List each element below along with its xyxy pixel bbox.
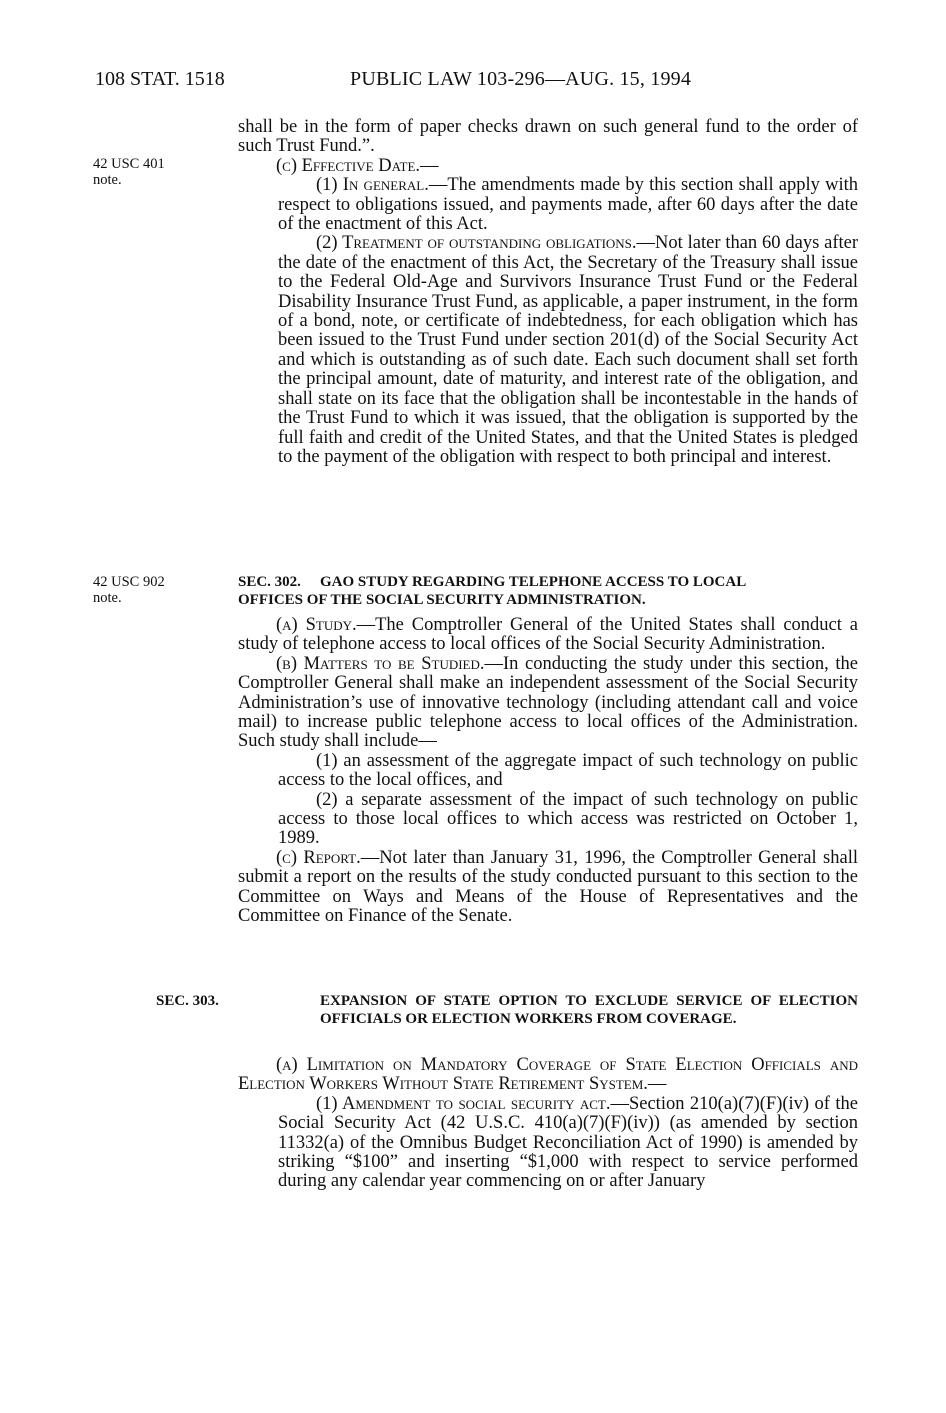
margin-note-902 — [93, 574, 165, 606]
section-302-body — [238, 616, 858, 927]
paragraph-b2: (2) a separate assessment of the impact of such technology on public access to those local offices to which access was restricted on October 1, 1989. — [278, 789, 858, 849]
stat-page-number: 108 STAT. 1518 — [95, 68, 225, 90]
margin-note-citation: 42 USC 401 — [93, 156, 165, 172]
section-303-heading — [156, 992, 858, 1028]
running-header — [95, 68, 855, 94]
section-title-line-1: GAO STUDY REGARDING TELEPHONE ACCESS TO LOCAL — [320, 574, 747, 590]
section-301-continuation — [238, 118, 858, 467]
margin-note-label: note. — [93, 172, 122, 188]
margin-note-citation: 42 USC 902 — [93, 574, 165, 590]
paragraph-b1: (1) an assessment of the aggregate impact of such technology on public access to the local offices, and — [278, 750, 858, 791]
subsection-heading: (b) Matters to be Studied. — [276, 653, 485, 674]
paragraph: shall be in the form of paper checks drawn on such general fund to the order of such Trust Fund.”. — [238, 117, 858, 157]
section-number: SEC. 302. — [238, 574, 301, 590]
public-law-citation: PUBLIC LAW 103-296—AUG. 15, 1994 — [350, 68, 692, 90]
subsection-b: (b) Matters to be Studied.—In conducting the study under this section, the Comptroller General shall make an independent assessment of the Social Security Administration’s use of innovative technology (including attendant call and voice mail) to increase public telephone access to local offices of the Administration. Such study shall include— — [238, 653, 858, 752]
subsection-c: (c) Report.—Not later than January 31, 1996, the Comptroller General shall submit a report on the results of the study conducted pursuant to this section to the Committee on Ways and Means of the House of Representatives and the Committee on Finance of the Senate. — [238, 847, 858, 927]
section-number: SEC. 303. — [156, 993, 219, 1009]
paragraph-heading: (1) Amendment to social security act. — [316, 1093, 611, 1114]
subsection-heading: (a) Limitation on Mandatory Coverage of State Election Officials and Election Workers Without State Retirement System.— — [238, 1055, 858, 1095]
paragraph-c2: (2) Treatment of outstanding obligations.—Not later than 60 days after the date of the enactment of this Act, the Secretary of the Treasury shall issue to the Federal Old-Age and Survivors Insurance Trust Fund or the Federal Disability Insurance Trust Fund, as applicable, a paper instrument, in the form of a bond, note, or certificate of indebtedness, for each obligation which has been issued to the Trust Fund under section 201(d) of the Social Security Act and which is outstanding as of such date. Each such document shall set forth the principal amount, date of maturity, and interest rate of the obligation, and shall state on its face that the obligation shall be incontestable in the hands of the Trust Fund to which it was issued, that the obligation is supported by the full faith and credit of the United States, and that the United States is pledged to the payment of the obligation with respect to both principal and interest. — [278, 233, 858, 467]
margin-note-label: note. — [93, 590, 122, 606]
subsection-c-heading: (c) Effective Date.— — [276, 155, 439, 176]
margin-note-401 — [93, 156, 165, 188]
section-title: EXPANSION OF STATE OPTION TO EXCLUDE SERVICE OF ELECTION OFFICIALS OR ELECTION WORKERS FROM COVERAGE. — [320, 993, 858, 1027]
subsection-heading: (a) Study. — [276, 615, 357, 635]
subsection-a — [238, 1056, 858, 1095]
section-303-body — [238, 1056, 858, 1192]
subsection-a: (a) Study.—The Comptroller General of the United States shall conduct a study of telephone access to local offices of the Social Security Administration. — [238, 615, 858, 655]
paragraph-heading: (2) Treatment of outstanding obligations. — [316, 233, 637, 254]
subsection-heading: (c) Report. — [276, 847, 361, 868]
section-title-line-2: OFFICES OF THE SOCIAL SECURITY ADMINISTRATION. — [238, 592, 646, 608]
paragraph-a1: (1) Amendment to social security act.—Section 210(a)(7)(F)(iv) of the Social Security Act (42 U.S.C. 410(a)(7)(F)(iv)) (as amended by section 11332(a) of the Omnibus Budget Reconciliation Act of 1990) is amended by striking “$100” and inserting “$1,000 with respect to service performed during any calendar year commencing on or after January — [278, 1093, 858, 1192]
section-302-heading — [238, 573, 858, 609]
paragraph-c1: (1) In general.—The amendments made by this section shall apply with respect to obligations issued, and payments made, after 60 days after the date of the enactment of this Act. — [278, 175, 859, 235]
paragraph-heading: (1) In general. — [316, 175, 429, 196]
